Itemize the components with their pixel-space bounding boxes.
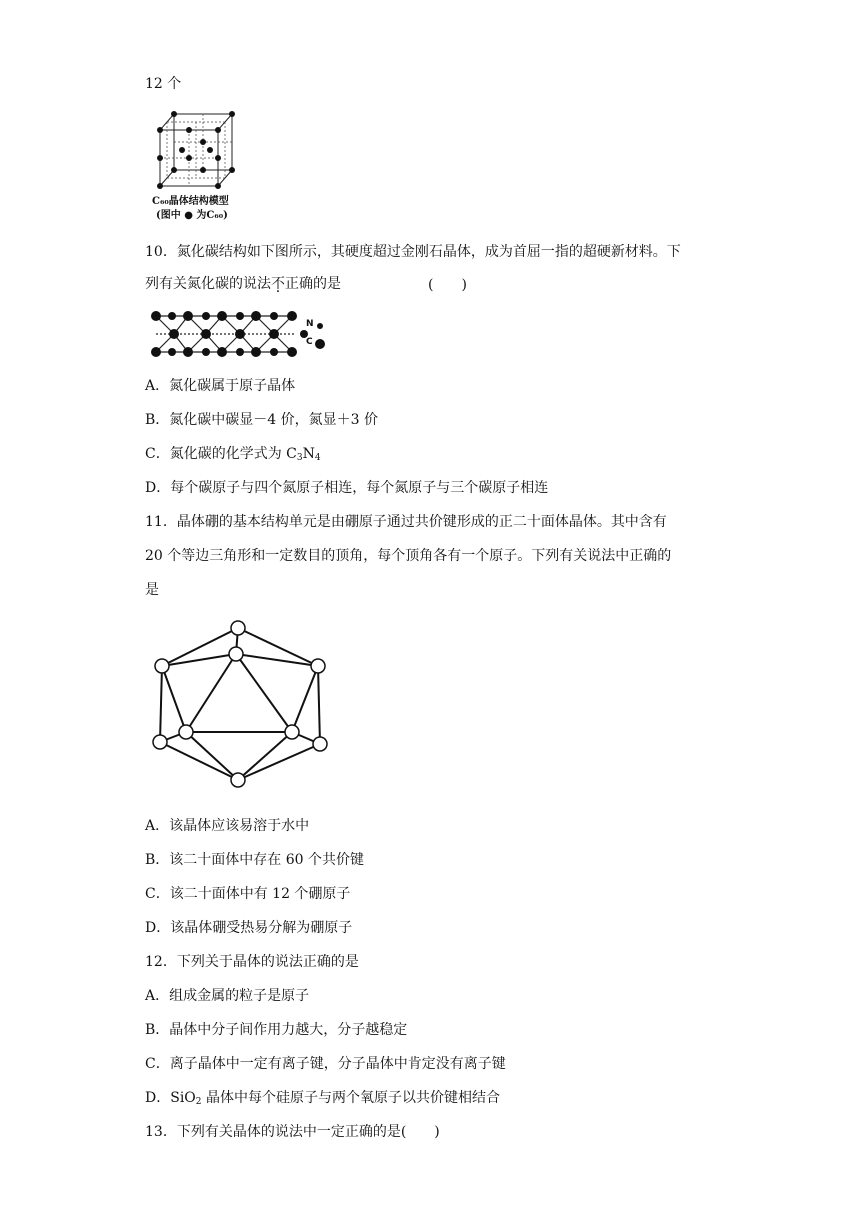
q11-stem-line2: 20 个等边三角形和一定数目的顶角，每个顶角各有一个原子。下列有关说法中正确的 xyxy=(145,548,672,564)
legend-c-label: C xyxy=(306,337,313,347)
q12-option-d-prefix: D．SiO xyxy=(145,1090,196,1106)
q10-option-c-sub2: 4 xyxy=(314,453,321,463)
carbon-nitride-figure xyxy=(148,306,330,362)
q12-option-d xyxy=(145,1088,500,1112)
q10-option-b: B．氮化碳中碳显－4 价，氮显＋3 价 xyxy=(145,412,379,428)
q11-option-c: C．该二十面体中有 12 个硼原子 xyxy=(145,886,351,902)
q10-option-d: D．每个碳原子与四个氮原子相连，每个氮原子与三个碳原子相连 xyxy=(145,480,549,496)
q11-option-a: A．该晶体应该易溶于水中 xyxy=(145,818,310,834)
q12-option-b: B．晶体中分子间作用力越大，分子越稳定 xyxy=(145,1022,408,1038)
boron-icosahedron-figure xyxy=(148,618,334,788)
q12-stem: 12．下列关于晶体的说法正确的是 xyxy=(145,954,359,970)
q11-stem-line1: 11．晶体硼的基本结构单元是由硼原子通过共价键形成的正二十面体晶体。其中含有 xyxy=(145,514,667,530)
legend-n-label: N xyxy=(306,319,314,329)
q10-option-c xyxy=(145,444,321,468)
q12-option-d-sub: 2 xyxy=(195,1097,202,1107)
q12-option-c: C．离子晶体中一定有离子键，分子晶体中肯定没有离子键 xyxy=(145,1056,506,1072)
q10-option-a: A．氮化碳属于原子晶体 xyxy=(145,378,296,394)
q11-option-b: B．该二十面体中存在 60 个共价键 xyxy=(145,852,365,868)
q10-stem-part-a: 列有关氮化碳的说法 xyxy=(145,276,271,292)
q10-option-c-sub1: 3 xyxy=(296,453,303,463)
q10-option-c-prefix: C．氮化碳的化学式为 C xyxy=(145,446,297,462)
q13-stem: 13．下列有关晶体的说法中一定正确的是( ) xyxy=(145,1124,440,1140)
q10-emphasis-not: 不 xyxy=(271,276,285,292)
q10-stem-part-c: 正确的是 xyxy=(285,276,341,292)
q11-option-d: D．该晶体硼受热易分解为硼原子 xyxy=(145,920,353,936)
c60-caption-line2: (图中 ● 为C₆₀) xyxy=(156,210,228,221)
q11-stem-line3: 是 xyxy=(145,582,159,598)
carbon-nitride-lattice xyxy=(148,306,330,362)
top-answer-text: 12 个 xyxy=(145,76,182,92)
q12-option-d-rest: 晶体中每个硅原子与两个氧原子以共价键相结合 xyxy=(201,1090,500,1106)
q12-option-a: A．组成金属的粒子是原子 xyxy=(145,988,310,1004)
q10-stem-line2 xyxy=(145,274,341,294)
c60-crystal-figure xyxy=(152,108,252,220)
q10-stem-line1: 10．氮化碳结构如下图所示，其硬度超过金刚石晶体，成为首屈一指的超硬新材料。下 xyxy=(145,244,681,260)
q10-option-c-mid: N xyxy=(302,446,315,462)
c60-caption-line1: C₆₀晶体结构模型 xyxy=(152,196,229,207)
icosahedron-diagram xyxy=(148,618,334,788)
q10-answer-blank: ( ) xyxy=(428,277,467,293)
